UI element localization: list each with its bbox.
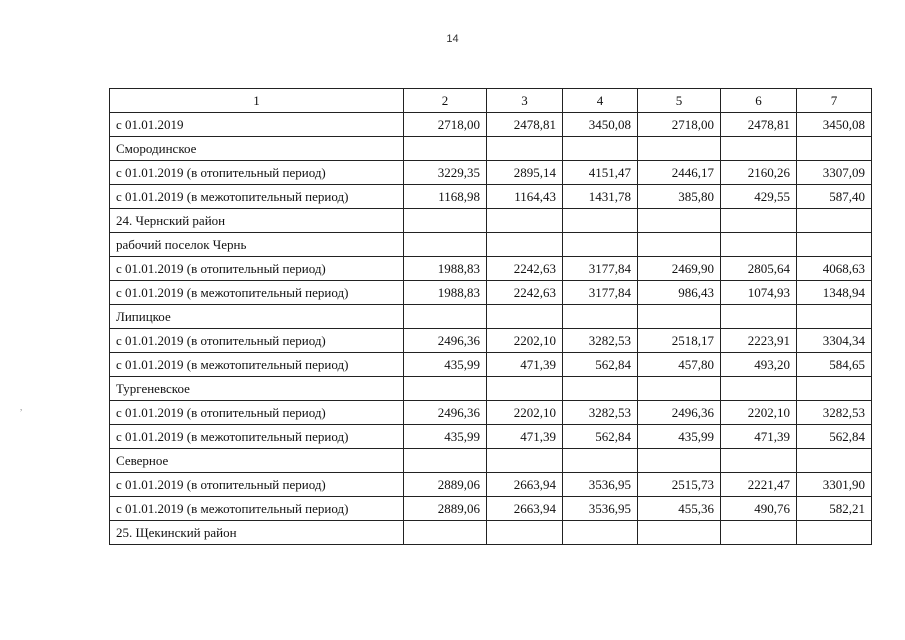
value-cell [563,377,638,401]
value-cell: 986,43 [638,281,721,305]
value-cell [721,233,797,257]
header-cell-5: 5 [638,89,721,113]
table-row [110,425,872,449]
row-label-cell: Смородинское [110,137,404,161]
tariff-table-body [110,89,872,545]
value-cell [487,521,563,545]
value-cell: 2518,17 [638,329,721,353]
value-cell [404,305,487,329]
table-row [110,137,872,161]
value-cell: 1988,83 [404,281,487,305]
value-cell: 3301,90 [797,473,872,497]
value-cell: 2718,00 [404,113,487,137]
value-cell: 582,21 [797,497,872,521]
value-cell [721,209,797,233]
value-cell: 2496,36 [638,401,721,425]
value-cell [797,305,872,329]
value-cell: 2496,36 [404,401,487,425]
value-cell [797,233,872,257]
table-row [110,233,872,257]
value-cell: 1988,83 [404,257,487,281]
row-label-cell: с 01.01.2019 (в отопительный период) [110,161,404,185]
value-cell [487,209,563,233]
value-cell: 2718,00 [638,113,721,137]
value-cell: 2202,10 [487,329,563,353]
table-row [110,449,872,473]
value-cell [797,209,872,233]
value-cell: 3536,95 [563,473,638,497]
value-cell: 2478,81 [721,113,797,137]
row-label-cell: 25. Щекинский район [110,521,404,545]
table-row [110,329,872,353]
value-cell: 385,80 [638,185,721,209]
tariff-table [109,88,872,545]
header-cell-6: 6 [721,89,797,113]
value-cell: 1074,93 [721,281,797,305]
value-cell: 2202,10 [721,401,797,425]
header-cell-4: 4 [563,89,638,113]
table-row [110,185,872,209]
value-cell [563,521,638,545]
value-cell: 3177,84 [563,281,638,305]
value-cell: 435,99 [404,425,487,449]
value-cell: 435,99 [638,425,721,449]
value-cell: 2446,17 [638,161,721,185]
row-label-cell: Тургеневское [110,377,404,401]
table-row [110,401,872,425]
value-cell [404,209,487,233]
value-cell: 490,76 [721,497,797,521]
value-cell: 471,39 [721,425,797,449]
value-cell [404,449,487,473]
row-label-cell: с 01.01.2019 (в отопительный период) [110,401,404,425]
value-cell: 1168,98 [404,185,487,209]
row-label-cell: 24. Чернский район [110,209,404,233]
value-cell: 2515,73 [638,473,721,497]
row-label-cell: с 01.01.2019 (в межотопительный период) [110,353,404,377]
value-cell: 3229,35 [404,161,487,185]
value-cell [721,521,797,545]
table-row [110,497,872,521]
value-cell: 584,65 [797,353,872,377]
value-cell: 3282,53 [797,401,872,425]
row-label-cell: Липицкое [110,305,404,329]
value-cell [563,137,638,161]
value-cell: 1431,78 [563,185,638,209]
value-cell [797,137,872,161]
row-label-cell: с 01.01.2019 [110,113,404,137]
value-cell [487,233,563,257]
value-cell: 2469,90 [638,257,721,281]
value-cell [721,449,797,473]
value-cell [487,377,563,401]
value-cell: 4151,47 [563,161,638,185]
value-cell: 3177,84 [563,257,638,281]
value-cell: 457,80 [638,353,721,377]
row-label-cell: с 01.01.2019 (в отопительный период) [110,257,404,281]
value-cell [404,137,487,161]
value-cell: 3450,08 [563,113,638,137]
value-cell [638,449,721,473]
value-cell: 2663,94 [487,497,563,521]
value-cell [404,233,487,257]
value-cell: 2895,14 [487,161,563,185]
row-label-cell: с 01.01.2019 (в межотопительный период) [110,281,404,305]
value-cell: 1348,94 [797,281,872,305]
scan-speck: , [20,402,23,412]
value-cell: 587,40 [797,185,872,209]
value-cell: 4068,63 [797,257,872,281]
row-label-cell: Северное [110,449,404,473]
value-cell [487,449,563,473]
value-cell: 2805,64 [721,257,797,281]
table-row [110,113,872,137]
row-label-cell: с 01.01.2019 (в межотопительный период) [110,185,404,209]
row-label-cell: с 01.01.2019 (в отопительный период) [110,473,404,497]
value-cell [638,377,721,401]
value-cell: 562,84 [563,353,638,377]
value-cell: 455,36 [638,497,721,521]
table-row [110,161,872,185]
header-cell-7: 7 [797,89,872,113]
value-cell: 493,20 [721,353,797,377]
value-cell: 2223,91 [721,329,797,353]
value-cell [721,305,797,329]
value-cell [404,377,487,401]
value-cell [563,209,638,233]
value-cell: 3307,09 [797,161,872,185]
value-cell: 3282,53 [563,329,638,353]
value-cell: 2889,06 [404,497,487,521]
value-cell: 435,99 [404,353,487,377]
value-cell [638,209,721,233]
value-cell: 2202,10 [487,401,563,425]
value-cell: 562,84 [563,425,638,449]
value-cell: 2496,36 [404,329,487,353]
row-label-cell: с 01.01.2019 (в межотопительный период) [110,425,404,449]
value-cell [638,233,721,257]
value-cell: 3450,08 [797,113,872,137]
value-cell: 2478,81 [487,113,563,137]
page-number: 14 [446,33,459,45]
value-cell [721,137,797,161]
value-cell [797,521,872,545]
value-cell [563,233,638,257]
value-cell [721,377,797,401]
value-cell [638,521,721,545]
table-row [110,377,872,401]
value-cell: 562,84 [797,425,872,449]
header-cell-2: 2 [404,89,487,113]
value-cell: 2160,26 [721,161,797,185]
value-cell: 2221,47 [721,473,797,497]
value-cell: 2242,63 [487,257,563,281]
value-cell [797,377,872,401]
value-cell: 3536,95 [563,497,638,521]
table-row [110,209,872,233]
value-cell [638,305,721,329]
value-cell: 471,39 [487,425,563,449]
value-cell [797,449,872,473]
table-row [110,473,872,497]
value-cell: 471,39 [487,353,563,377]
value-cell: 1164,43 [487,185,563,209]
value-cell: 2242,63 [487,281,563,305]
value-cell: 3282,53 [563,401,638,425]
value-cell [404,521,487,545]
table-row [110,521,872,545]
value-cell [563,449,638,473]
table-row [110,305,872,329]
value-cell [487,137,563,161]
row-label-cell: с 01.01.2019 (в отопительный период) [110,329,404,353]
table-row [110,281,872,305]
table-header-row [110,89,872,113]
value-cell [563,305,638,329]
value-cell: 3304,34 [797,329,872,353]
header-cell-3: 3 [487,89,563,113]
row-label-cell: рабочий поселок Чернь [110,233,404,257]
value-cell: 2889,06 [404,473,487,497]
table-row [110,257,872,281]
value-cell [487,305,563,329]
table-row [110,353,872,377]
value-cell [638,137,721,161]
row-label-cell: с 01.01.2019 (в межотопительный период) [110,497,404,521]
value-cell: 2663,94 [487,473,563,497]
header-cell-1: 1 [110,89,404,113]
value-cell: 429,55 [721,185,797,209]
